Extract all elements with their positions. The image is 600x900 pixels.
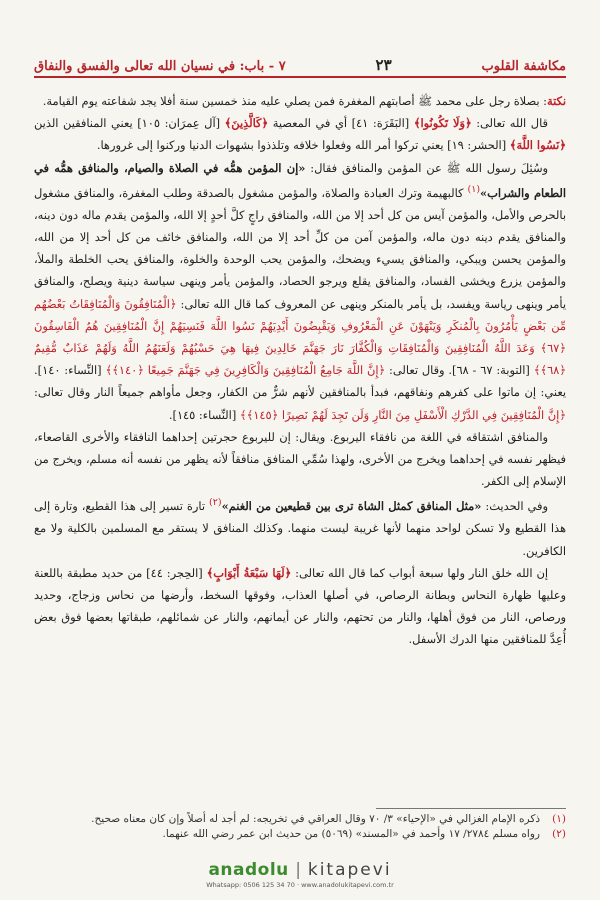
quran-verse: ﴿لَهَا سَبْعَةُ أَبْوَابٍ﴾ (206, 565, 292, 580)
text-run: [النِّساء: ١٤٠]. يعني: إن ماتوا على كفرهم ونفاقهم، فبدأ بالمنافقين لأنهم شرٌّ من الكفار، وجعل مأواهم جميعاً النار وقال تعالى: (34, 363, 566, 400)
text-run: كالبهيمة وترك العبادة والصلاة، والمؤمن مشغول بالصدقة وطلب المغفرة، والمنافق مشغول بالحرص والأمل، والمؤمن آيس من كل أحد إلا من الله، والمنافق راجٍ كلَّ أحدٍ إلا الله، والمؤمن يقدم ماله دون دينه، والمنافق يقدم دينه دون ماله، والمؤمن آمن من كلِّ أحد إلا من الله، والمنافق خائف من كل أحد إلا من الله، والمؤمن يحسن ويبكي، والمنافق يسيء ويضحك، والمؤمن يحب الوحدة والخلوة، والمنافق يحب الخلطة والملأ، والمؤمن يزرع ويخشى الفساد، والمنافق يقلع ويرجو الحصاد، والمؤمن يأمر وينهى سياسة دينية ويصلح، والمنافق يأمر وينهى رياسة ويفسد، بل يأمر بالمنكر وينهى عن المعروف كما قال الله تعالى: (34, 185, 566, 311)
hadith-quote: «إن المؤمن همُّه في الصلاة والصيام، والمنافق همُّه في الطعام والشراب» (34, 160, 566, 200)
brand-part: anadolu (208, 860, 289, 880)
note-label: نكتة (546, 94, 566, 108)
main-text (34, 90, 566, 690)
footnote (34, 812, 566, 827)
text-run: إن الله خلق النار ولها سبعة أبواب كما قال الله تعالى: (291, 565, 548, 580)
text-run: [الحشر: ١٩] يعني تركوا أمر الله وفعلوا خلافه وتلذذوا بشهوات الدنيا وركنوا إلى غرورها. (96, 138, 510, 153)
text-run: [الحِجر: ٤٤] من حديد مطبقة باللعنة وعليها ظهارة النحاس وبطانة الرصاص، في أصلها العذاب، وفوقها السخط، وأرضها من نحاس وزجاج، وحديد ورصاص، النار من فوق أهلها، والنار من تحتهم، والنار عن أيمانهم، والنار عن شمائلهم، طبقاتها بعضها فوق بعض أُعِدَّ للمنافقين منها الدرك الأسفل. (34, 565, 566, 647)
quran-verse: ﴿إِنَّ اللَّهَ جَامِعُ الْمُنَافِقِينَ وَالْكَافِرِينَ فِي جَهَنَّمَ جَمِيعًا ﴿١٤٠﴾﴾ (105, 363, 386, 378)
paragraph (34, 492, 566, 561)
footnote-ref: (١) (467, 183, 481, 195)
contact-line: Whatsapp: 0506 125 34 70 · www.anadolukitapevi.com.tr (206, 881, 394, 889)
quran-verse: ﴿كَالَّذِينَ﴾ (224, 116, 269, 131)
text-run: والمنافق اشتقاقه في اللغة من نافقاء اليربوع. ويقال: إن لليربوع حجرتين إحداهما النافقاء والأخرى القاصعاء، فيظهر نفسه في إحداهما ويخرج من الأخرى، ولهذا سُمِّي المنافق منافقاً لأنه يظهر من نفسه أنه مسلم، ويخرج من الإسلام إلى الكفر. (34, 429, 566, 489)
paragraph (34, 562, 566, 651)
footnotes (34, 812, 566, 842)
brand-part: kitapevi (307, 860, 392, 880)
chapter-title: ٧ - باب: في نسيان الله تعالى والفسق والنفاق (34, 59, 286, 74)
text-run: قال الله تعالى: (471, 116, 548, 131)
brand-separator: | (295, 860, 302, 880)
watermark-logo (0, 860, 600, 900)
text-run: وفي الحديث: (481, 499, 548, 514)
quran-verse: ﴿إِنَّ الْمُنَافِقِينَ فِي الدَّرْكِ الْأَسْفَلِ مِنَ النَّارِ وَلَن تَجِدَ لَهُمْ نَصِيرًا ﴿١٤٥﴾﴾ (239, 407, 566, 422)
text-run: تارة تسير إلى هذا القطيع، وتارة إلى هذا القطيع ولا تسكن لواحد منهما لأنها غريبة ليست منهما. وكذلك المنافق لا يستقر مع المسلمين بالكلية ولا مع الكافرين. (34, 499, 566, 558)
quran-verse: ﴿نَسُوا اللَّهَ﴾ (509, 138, 566, 153)
footnote-number: (٢) (552, 828, 566, 840)
paragraph (34, 90, 566, 112)
footnote-text: ذكره الإمام الغزالي في «الإحياء» ٣/ ٧٠ وقال العراقي في تخريجه: لم أجد له أصلاً وإن كان معناه صحيح. (91, 813, 540, 825)
quran-verse: ﴿وَلَا تَكُونُوا﴾ (413, 116, 472, 131)
header-rule (34, 76, 566, 78)
text-run: وسُئِلَ رسول الله ﷺ عن المؤمن والمنافق فقال: (305, 160, 549, 175)
quran-verse: ﴿الْمُنَافِقُونَ وَالْمُنَافِقَاتُ بَعْضُهُم مِّن بَعْضٍ يَأْمُرُونَ بِالْمُنكَرِ وَيَنْهَوْنَ عَنِ الْمَعْرُوفِ وَيَقْبِضُونَ أَيْدِيَهُمْ نَسُوا اللَّهَ فَنَسِيَهُمْ إِنَّ الْمُنَافِقِينَ هُمُ الْفَاسِقُونَ ﴿٦٧﴾ وَعَدَ اللَّهُ الْمُنَافِقِينَ وَالْمُنَافِقَاتِ وَالْكُفَّارَ نَارَ جَهَنَّمَ خَالِدِينَ فِيهَا هِيَ حَسْبُهُمْ وَلَعَنَهُمُ اللَّهُ وَلَهُمْ عَذَابٌ مُّقِيمٌ ﴿٦٨﴾﴾ (34, 296, 566, 378)
running-header (34, 52, 566, 74)
text-run: [آل عِمرَان: ١٠٥] يعني المنافقين الذين (34, 116, 225, 131)
text-run: [النِّساء: ١٤٥]. (168, 407, 240, 422)
footnote-ref: (٢) (209, 497, 222, 509)
paragraph (34, 112, 566, 156)
brand-name (0, 860, 600, 880)
text-run: [البَقَرَة: ٤١] أي في المعصية (268, 116, 414, 131)
footnote-number: (١) (552, 813, 566, 825)
page-number: ٢٣ (375, 56, 392, 74)
paragraph (34, 426, 566, 493)
book-title: مكاشفة القلوب (481, 59, 566, 74)
hadith-quote: «مثل المنافق كمثل الشاة ترى بين قطيعين من الغنم» (221, 499, 482, 514)
text-run: [التوبة: ٦٧ - ٦٨]. وقال تعالى: (385, 363, 534, 378)
footnote-rule (376, 808, 566, 809)
paragraph (34, 157, 566, 426)
footnote (34, 827, 566, 842)
text-run: : بصلاة رجل على محمد ﷺ أصابتهم المغفرة فمن يصلي عليه منذ خمسين سنة أفلا يجد شفاعته يوم القيامة. (42, 94, 547, 108)
footnote-text: رواه مسلم ٢٧٨٤/ ١٧ وأحمد في «المسند» (٥٠٦٩) من حديث ابن عمر رضي الله عنهما. (162, 828, 540, 840)
